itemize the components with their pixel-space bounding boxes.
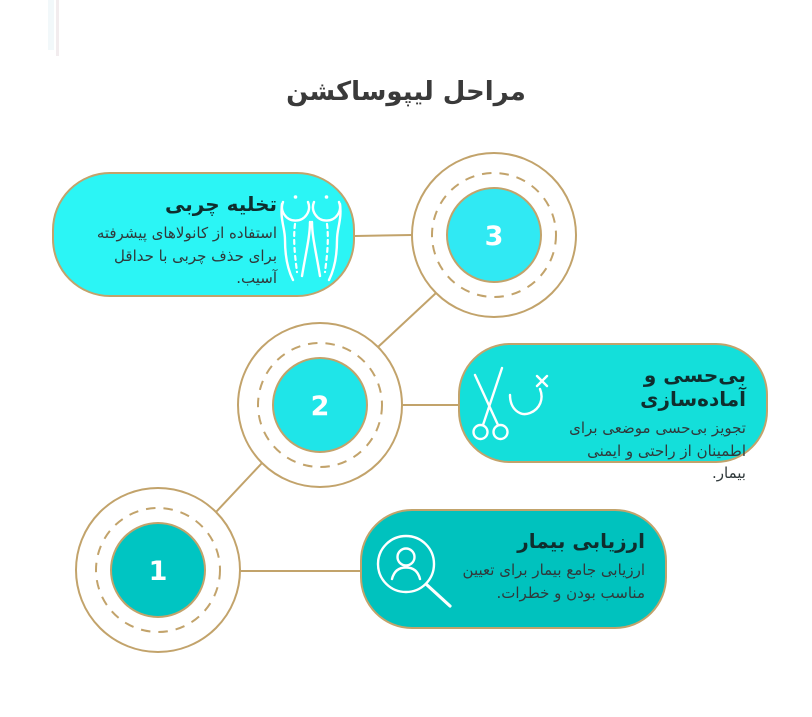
- step-3-card: [52, 172, 355, 297]
- step-2-number: 2: [310, 391, 330, 422]
- step-1-description: ارزیابی جامع بیمار برای تعیین مناسب بودن و خطرات.: [462, 561, 645, 602]
- connector-circle2-circle1: [216, 463, 262, 512]
- step-1-number: 1: [148, 556, 168, 587]
- step-3-circle: [412, 153, 576, 317]
- step-1-card: [360, 509, 667, 629]
- connector-card3-circle3: [355, 235, 412, 236]
- step-2-card: [458, 343, 768, 482]
- step-2-description: تجویز بی‌حسی موضعی برای اطمینان از راحتی و ایمنی بیمار.: [569, 419, 746, 482]
- scissors-needle-icon: [470, 365, 550, 453]
- step-2-circle: [238, 323, 402, 487]
- step-1-title: ارزیابی بیمار: [517, 529, 645, 553]
- step-2-title: بی‌حسی و آماده‌سازی: [640, 363, 746, 411]
- connector-circle3-circle2: [378, 293, 436, 347]
- step-3-title: تخلیه چربی: [165, 192, 277, 216]
- body-contour-icon: [279, 190, 343, 284]
- step-3-description: استفاده از کانولاهای پیشرفته برای حذف چربی با حداقل آسیب.: [96, 224, 277, 287]
- step-3-number: 3: [484, 221, 504, 252]
- page-title: مراحل لیپوساکشن: [286, 77, 526, 108]
- step-1-circle: [76, 488, 240, 652]
- magnifier-person-icon: [374, 532, 458, 610]
